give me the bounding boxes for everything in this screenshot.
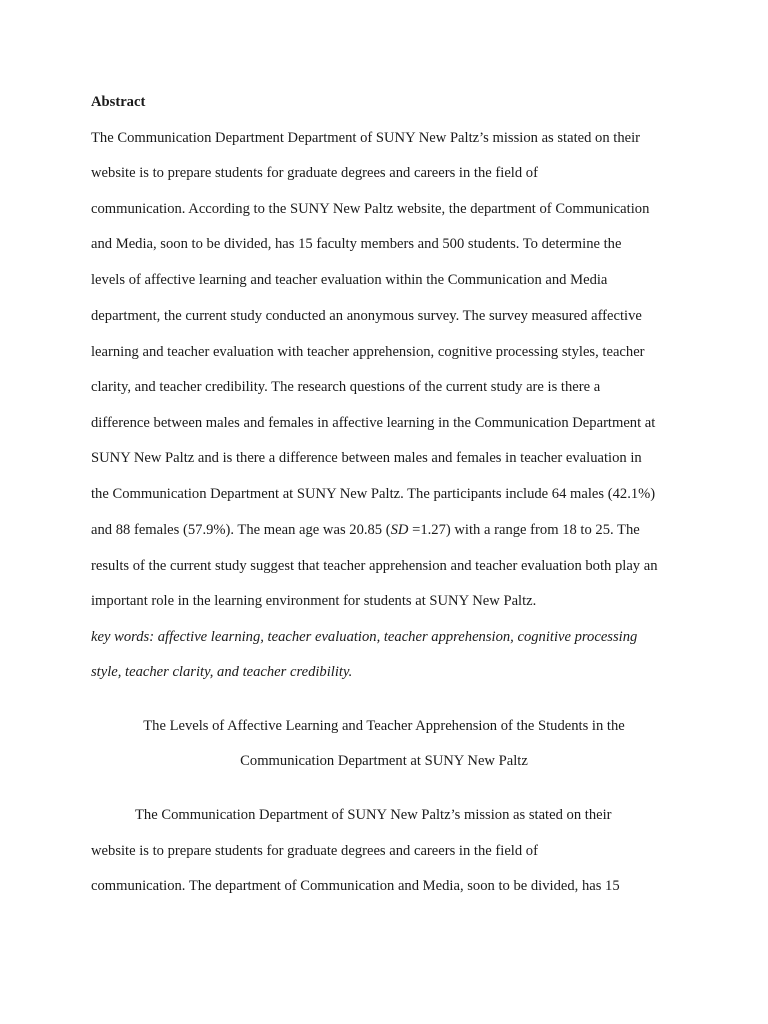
abstract-line: clarity, and teacher credibility. The research questions of the current study are is there a <box>91 379 601 395</box>
abstract-line: communication. According to the SUNY New Paltz website, the department of Communication <box>91 201 650 217</box>
abstract-line: and Media, soon to be divided, has 15 faculty members and 500 students. To determine the <box>91 236 622 252</box>
abstract-line: difference between males and females in affective learning in the Communication Department at <box>91 415 656 431</box>
abstract-line: learning and teacher evaluation with teacher apprehension, cognitive processing styles, teacher <box>91 344 645 360</box>
abstract-line: SUNY New Paltz and is there a difference between males and females in teacher evaluation in <box>91 450 642 466</box>
abstract-line: The Communication Department Department of SUNY New Paltz’s mission as stated on their <box>91 130 641 146</box>
sd-label: SD <box>390 522 409 538</box>
stats-text-pre: and 88 females (57.9%). The mean age was 20.85 ( <box>91 522 391 538</box>
abstract-line: results of the current study suggest that teacher apprehension and teacher evaluation both play an <box>91 558 658 574</box>
abstract-line: the Communication Department at SUNY New Paltz. The participants include 64 males (42.1%) <box>91 486 656 502</box>
abstract-line: department, the current study conducted an anonymous survey. The survey measured affective <box>91 308 642 324</box>
keywords-line: style, teacher clarity, and teacher credibility. <box>91 664 353 680</box>
abstract-line: levels of affective learning and teacher evaluation within the Communication and Media <box>91 272 608 288</box>
keywords-line: key words: affective learning, teacher evaluation, teacher apprehension, cognitive processing <box>91 629 638 645</box>
body-line: The Communication Department of SUNY New Paltz’s mission as stated on their <box>135 807 612 823</box>
abstract-heading: Abstract <box>91 94 146 110</box>
paper-title-line: Communication Department at SUNY New Paltz <box>240 753 528 769</box>
abstract-line-stats <box>91 521 640 539</box>
abstract-line: important role in the learning environment for students at SUNY New Paltz. <box>91 593 537 609</box>
body-line: website is to prepare students for graduate degrees and careers in the field of <box>91 843 538 859</box>
stats-text-post: =1.27) with a range from 18 to 25. The <box>408 522 640 538</box>
body-line: communication. The department of Communication and Media, soon to be divided, has 15 <box>91 878 620 894</box>
paper-title-line: The Levels of Affective Learning and Teacher Apprehension of the Students in the <box>143 718 625 734</box>
abstract-line: website is to prepare students for graduate degrees and careers in the field of <box>91 165 538 181</box>
